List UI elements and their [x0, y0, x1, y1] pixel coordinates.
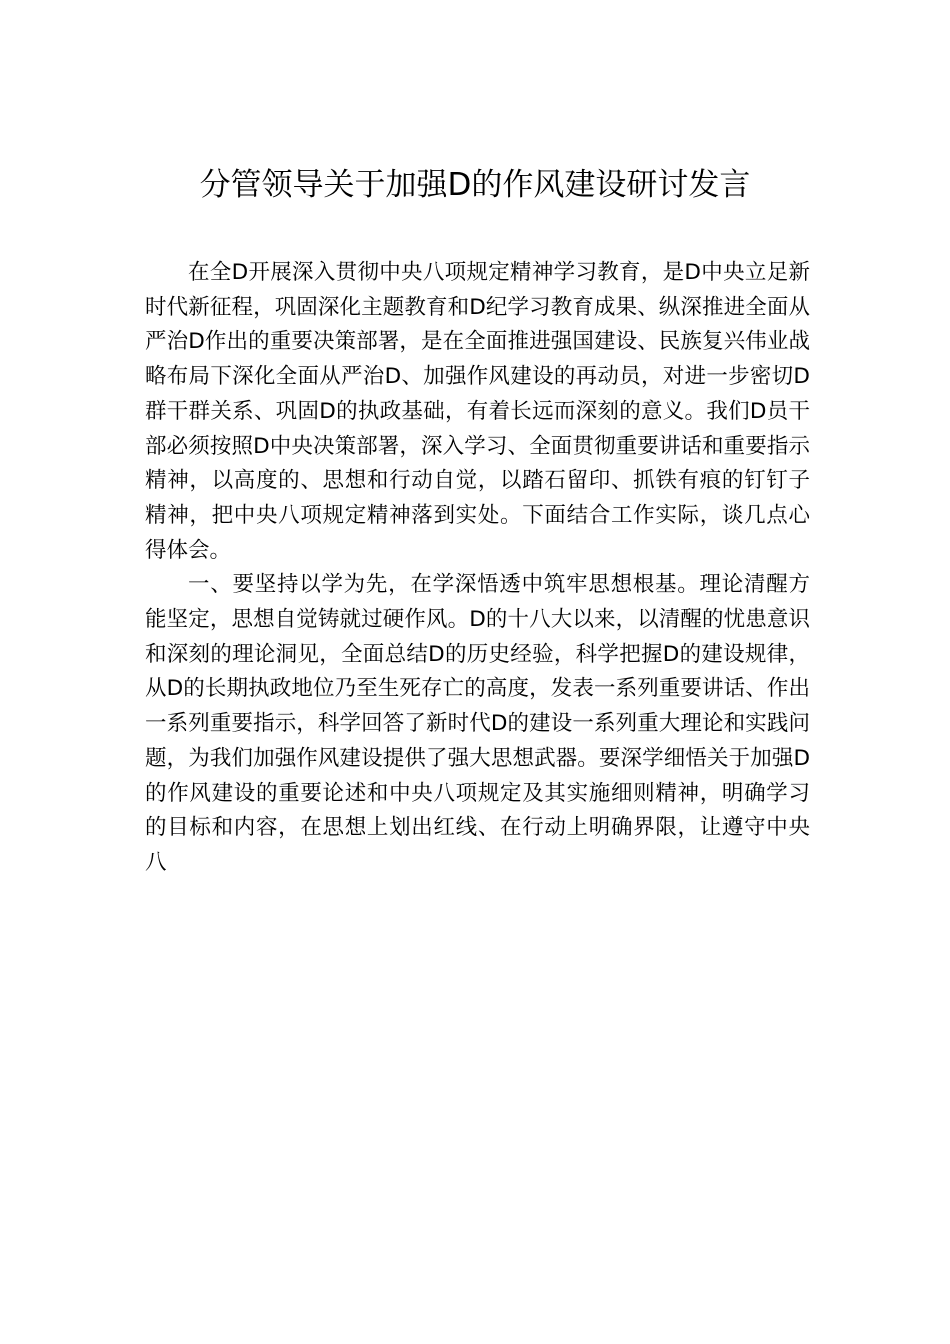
- paragraph-point-one: 一、要坚持以学为先，在学深悟透中筑牢思想根基。理论清醒方能坚定，思想自觉铸就过硬作风。D的十八大以来，以清醒的忧患意识和深刻的理论洞见，全面总结D的历史经验，科学把握D的建设规律，从D的长期执政地位乃至生死存亡的高度，发表一系列重要讲话、作出一系列重要指示，科学回答了新时代D的建设一系列重大理论和实践问题，为我们加强作风建设提供了强大思想武器。要深学细悟关于加强D的作风建设的重要论述和中央八项规定及其实施细则精神，明确学习的目标和内容，在思想上划出红线、在行动上明确界限，让遵守中央八: [145, 572, 810, 875]
- document-body: [145, 256, 810, 881]
- paragraph-intro: 在全D开展深入贯彻中央八项规定精神学习教育，是D中央立足新时代新征程，巩固深化主题教育和D纪学习教育成果、纵深推进全面从严治D作出的重要决策部署，是在全面推进强国建设、民族复兴伟业战略布局下深化全面从严治D、加强作风建设的再动员，对进一步密切D群干群关系、巩固D的执政基础，有着长远而深刻的意义。我们D员干部必须按照D中央决策部署，深入学习、全面贯彻重要讲话和重要指示精神，以高度的、思想和行动自觉，以踏石留印、抓铁有痕的钉钉子精神，把中央八项规定精神落到实处。下面结合工作实际，谈几点心得体会。: [145, 260, 810, 563]
- document-title: 分管领导关于加强D的作风建设研讨发言: [199, 167, 751, 203]
